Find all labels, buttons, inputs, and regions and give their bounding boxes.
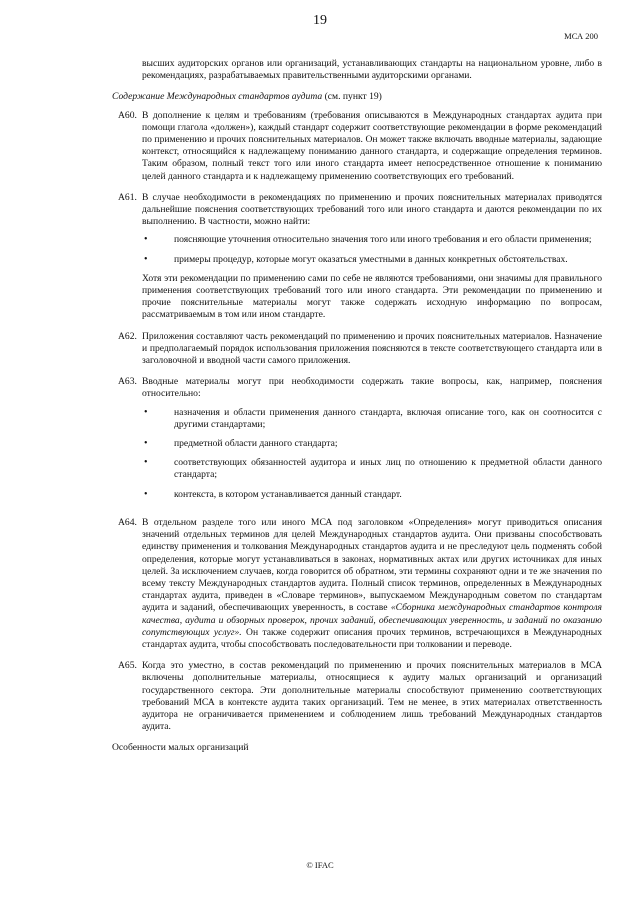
list-item	[142, 407, 602, 431]
paragraph-number: A65.	[118, 660, 137, 672]
list-item-text: соответствующих обязанностей аудитора и иных лиц по отношению к предметной области данного стандарта;	[174, 457, 602, 481]
paragraph-number: A62.	[118, 330, 137, 342]
list-item-text: поясняющие уточнения относительно значения того или иного требования и его области применения;	[174, 234, 592, 246]
page-number: 19	[313, 13, 327, 28]
paragraph-number: A60.	[118, 109, 137, 121]
paragraph-a60	[112, 110, 602, 183]
list-item-text: примеры процедур, которые могут оказаться уместными в данных конкретных обстоятельствах.	[174, 253, 568, 265]
footer-copyright: © IFAC	[306, 860, 334, 870]
paragraph-a62	[112, 331, 602, 368]
list-item	[142, 457, 602, 481]
paragraph-a63	[112, 376, 602, 508]
list-item-text: контекста, в котором устанавливается данный стандарт.	[174, 488, 402, 500]
paragraph-number: A61.	[118, 191, 137, 203]
bullet-icon: •	[144, 457, 148, 469]
document-code: МСА 200	[564, 31, 598, 41]
paragraph-text: Вводные материалы могут при необходимости содержать такие вопросы, как, например, пояснения относительно:	[142, 376, 602, 400]
paragraph-a64	[112, 517, 602, 651]
paragraph-a65	[112, 660, 602, 733]
paragraph-number: A63.	[118, 376, 137, 388]
paragraph-text-end: Он также содержит описания прочих терминов, встречающихся в Международных стандартах аудита, чтобы способствовать последовательности при толковании и переводе.	[142, 626, 602, 650]
bullet-icon: •	[144, 406, 148, 418]
paragraph-text: Хотя эти рекомендации по применению сами по себе не являются требованиями, они значимы для правильного применения соответствующих требований того или иного стандарта. Эти рекомендации по применению и прочие пояснительные материалы могут также содержать исходную информацию по вопросам, рассматриваемым в том или ином стандарте.	[142, 272, 602, 321]
paragraph-text: В дополнение к целям и требованиям (требования описываются в Международных стандартах аудита при помощи глагола «должен»), каждый стандарт содержит соответствующие рекомендации в форме рекомендаций по применению и прочих пояснительных материалов. Он может также включать вводные материалы, задающие контекст, относящийся к надлежащему пониманию данного стандарта, и содержащие определения терминов. Таким образом, полный текст того или иного стандарта имеет непосредственное отношение к пониманию целей данного стандарта и к надлежащему применению соответствующих его требований.	[142, 109, 602, 182]
section-heading	[112, 91, 602, 103]
intro-continuation: высших аудиторских органов или организаций, устанавливающих стандарты на национальном уровне, либо в рекомендациях, разрабатываемых правительственными аудиторскими органами.	[142, 58, 602, 82]
paragraph-text-start: В отдельном разделе того или иного МСА под заголовком «Определения» могут приводиться описания значений отдельных терминов для целей Международных стандартов аудита. Они призваны способствовать единству применения и толкования Международных стандартов аудита и не преследуют цель подменять собой определения, которые могут устанавливаться в законах, нормативных актах или других источниках для иных целей. За исключением случаев, когда говорится об обратном, эти термины сохраняют одни и те же значения по всему тексту Международных стандартов аудита. Полный список терминов, определенных в Международных стандартах аудита, приведен в «Словаре терминов», выпускаемом Международным советом по стандартам аудита и заданий, обеспечивающих уверенность, в составе	[142, 516, 602, 614]
bullet-icon: •	[144, 234, 148, 246]
list-item	[142, 234, 602, 246]
bullet-list	[142, 234, 602, 265]
paragraph-a61	[112, 192, 602, 322]
bullet-icon: •	[144, 438, 148, 450]
list-item	[142, 438, 602, 450]
paragraph-text: В случае необходимости в рекомендациях по применению и прочих пояснительных материалах приводятся дальнейшие пояснения соответствующих требований того или иного стандарта и даются рекомендации по их выполнению. В частности, можно найти:	[142, 191, 602, 228]
section-title: Содержание Международных стандартов аудита	[112, 91, 323, 103]
paragraph-number: A64.	[118, 516, 137, 528]
bullet-icon: •	[144, 253, 148, 265]
paragraph-text: Когда это уместно, в состав рекомендаций по применению и прочих пояснительных материалов в МСА включены дополнительные материалы, относящиеся к аудиту малых организаций и организаций государственного сектора. Эти дополнительные материалы способствуют применению соответствующих требований МСА в контексте аудита таких организаций. Тем не менее, в этих материалах ответственность аудитора не ограничивается применением и соблюдением лишь требований Международных стандартов аудита.	[142, 660, 602, 733]
list-item	[142, 254, 602, 266]
compendium-title: «Сборника международных стандартов контроля качества, аудита и обзорных проверок, прочих заданий, обеспечивающих уверенность, и заданий по оказанию сопутствующих услуг».	[142, 602, 602, 638]
paragraph-text	[142, 517, 602, 651]
page-content	[112, 58, 602, 755]
bullet-list	[142, 407, 602, 501]
bullet-icon: •	[144, 488, 148, 500]
list-item-text: назначения и области применения данного стандарта, включая описание того, как он соотносится с другими стандартами;	[174, 406, 602, 430]
paragraph-text: Приложения составляют часть рекомендаций по применению и прочих пояснительных материалов. Назначение и предполагаемый порядок использования приложения поясняются в тексте соответствующего стандарта или в заголовочной и вводной части самого приложения.	[142, 330, 602, 367]
sub-heading: Особенности малых организаций	[112, 742, 249, 754]
list-item-text: предметной области данного стандарта;	[174, 438, 338, 450]
section-reference: (см. пункт 19)	[322, 91, 382, 103]
list-item	[142, 489, 602, 501]
